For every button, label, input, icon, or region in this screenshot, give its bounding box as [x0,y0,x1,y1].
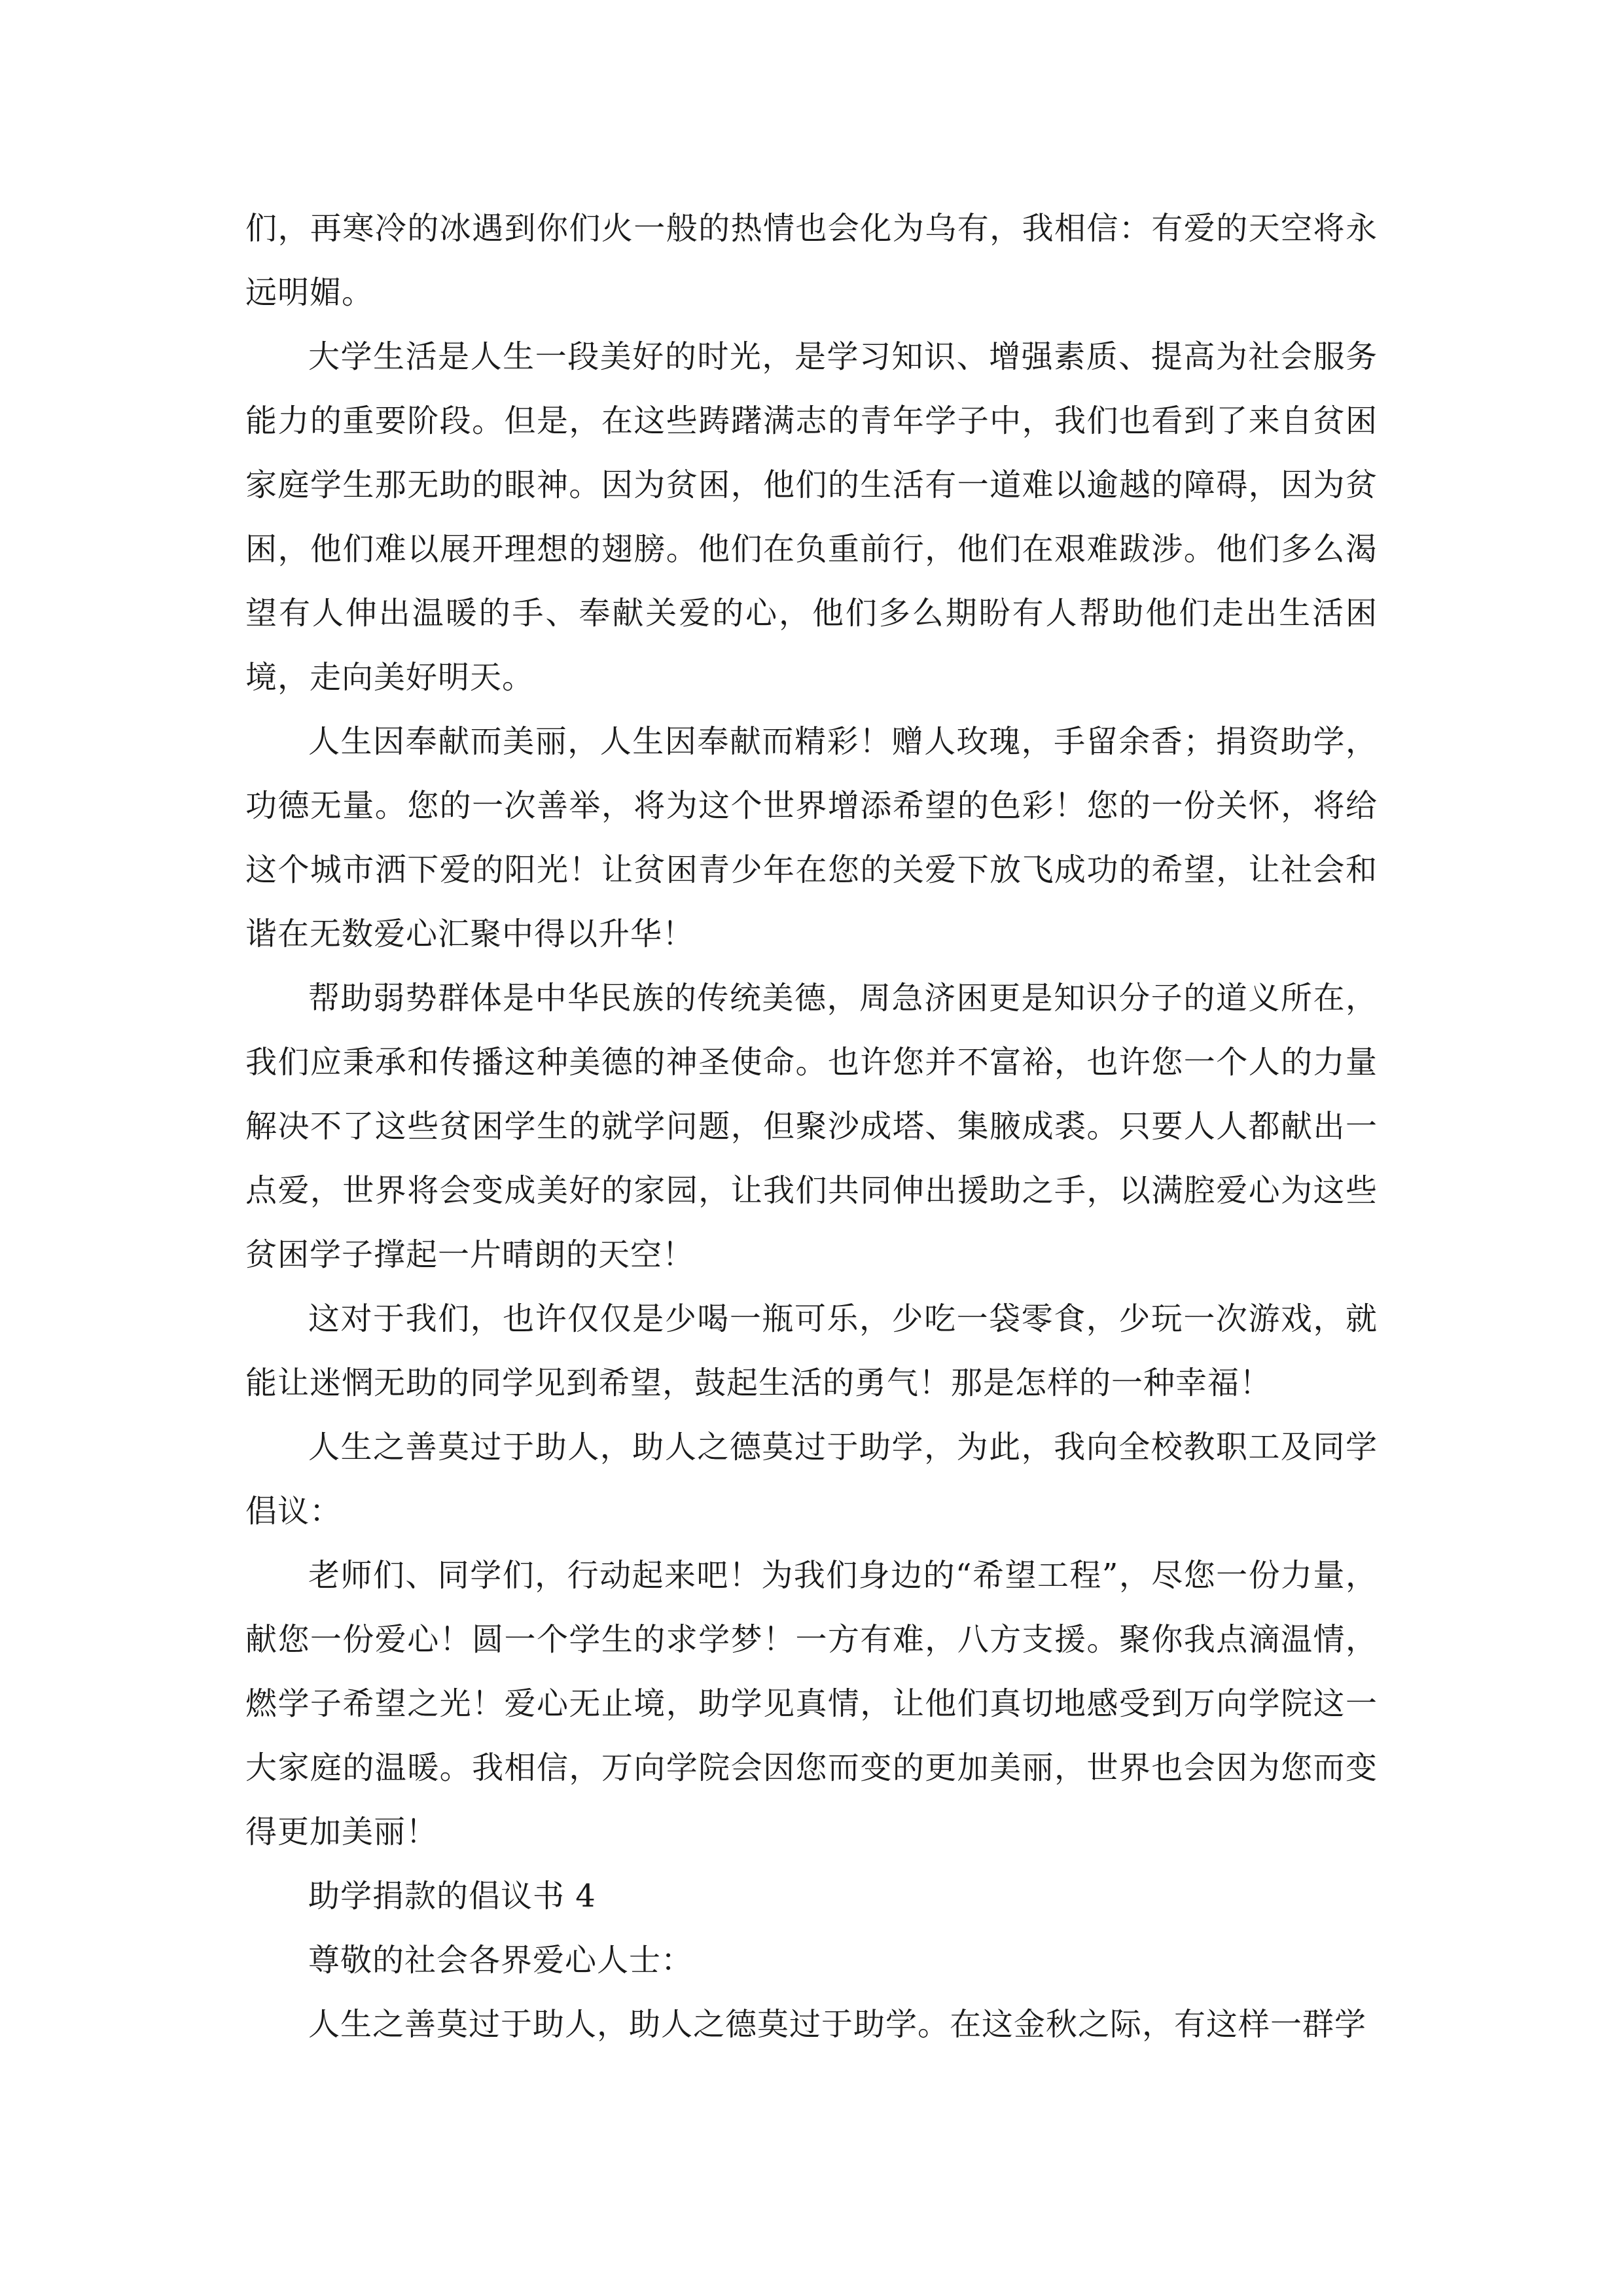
salutation: 尊敬的社会各界爱心人士： [308,1942,694,1979]
paragraph-10: 人生之善莫过于助人，助人之德莫过于助学。在这金秋之际，有这样一群学 [308,2006,1367,2043]
document-body [245,196,1378,2056]
paragraph-5: 这对于我们，也许仅仅是少喝一瓶可乐，少吃一袋零食，少玩一次游戏，就能让迷惘无助的同学见到希望，鼓起生活的勇气！那是怎样的一种幸福！ [245,1300,1378,1401]
section-title: 助学捐款的倡议书 4 [308,1878,596,1914]
paragraph-2: 大学生活是人生一段美好的时光，是学习知识、增强素质、提高为社会服务能力的重要阶段。但是，在这些踌躇满志的青年学子中，我们也看到了来自贫困家庭学生那无助的眼神。因为贫困，他们的生活有一道难以逾越的障碍，因为贫困，他们难以展开理想的翅膀。他们在负重前行，他们在艰难跋涉。他们多么渴望有人伸出温暖的手、奉献关爱的心，他们多么期盼有人帮助他们走出生活困境，走向美好明天。 [245,338,1378,696]
paragraph-6: 人生之善莫过于助人，助人之德莫过于助学，为此，我向全校教职工及同学倡议： [245,1429,1378,1530]
paragraph-7: 老师们、同学们，行动起来吧！为我们身边的“希望工程”，尽您一份力量，献您一份爱心！圆一个学生的求学梦！一方有难，八方支援。聚你我点滴温情，燃学子希望之光！爱心无止境，助学见真情，让他们真切地感受到万向学院这一大家庭的温暖。我相信，万向学院会因您而变的更加美丽，世界也会因为您而变得更加美丽！ [245,1557,1378,1850]
paragraph-1: 们，再寒冷的冰遇到你们火一般的热情也会化为乌有，我相信：有爱的天空将永远明媚。 [245,210,1378,311]
paragraph-3: 人生因奉献而美丽，人生因奉献而精彩！赠人玫瑰，手留余香；捐资助学，功德无量。您的一次善举，将为这个世界增添希望的色彩！您的一份关怀，将给这个城市洒下爱的阳光！让贫困青少年在您的关爱下放飞成功的希望，让社会和谐在无数爱心汇聚中得以升华！ [245,723,1378,952]
paragraph-4: 帮助弱势群体是中华民族的传统美德，周急济困更是知识分子的道义所在，我们应秉承和传播这种美德的神圣使命。也许您并不富裕，也许您一个人的力量解决不了这些贫困学生的就学问题，但聚沙成塔、集腋成裘。只要人人都献出一点爱，世界将会变成美好的家园，让我们共同伸出援助之手，以满腔爱心为这些贫困学子撑起一片晴朗的天空！ [245,980,1378,1273]
